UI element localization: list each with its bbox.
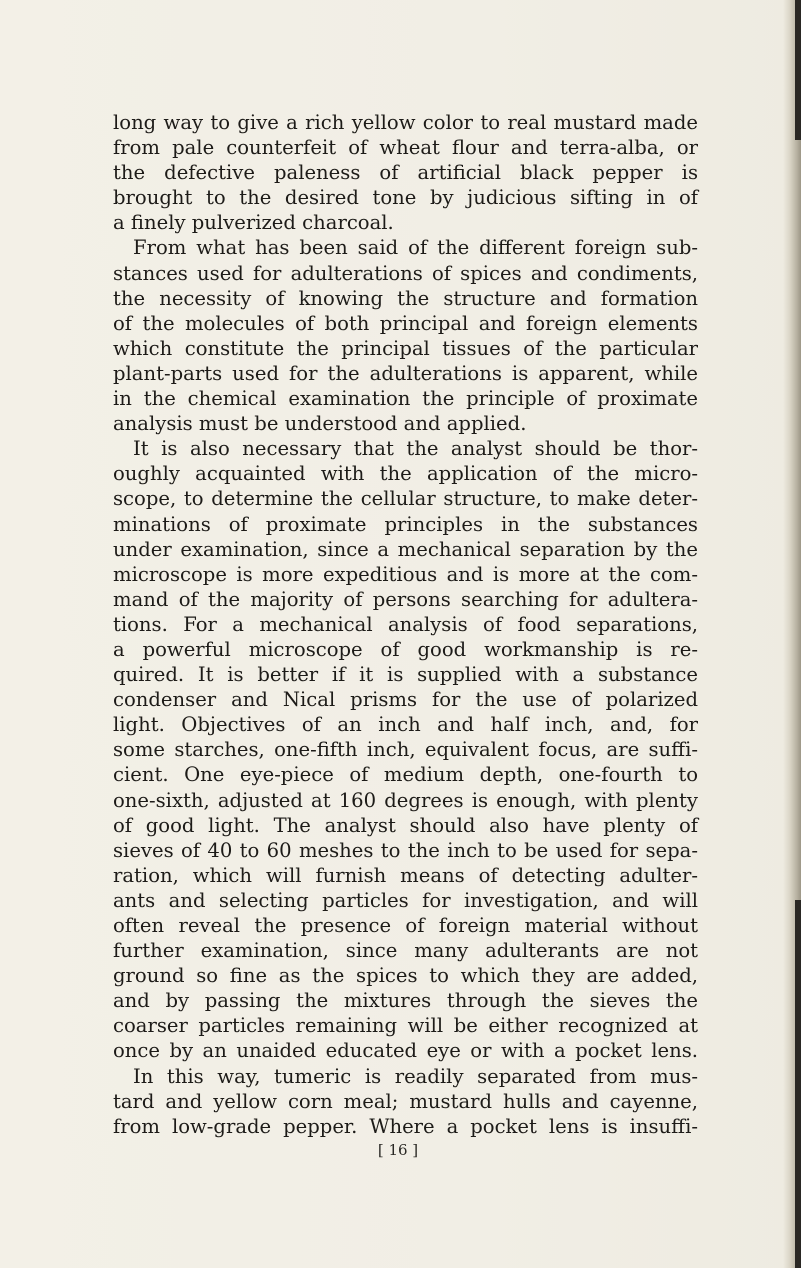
text-line: cient. One eye-piece of medium depth, one-fourth to bbox=[113, 763, 698, 787]
text-line: often reveal the presence of foreign material without bbox=[113, 914, 698, 937]
text-line: minations of proximate principles in the substances bbox=[113, 512, 698, 536]
body-text bbox=[113, 110, 698, 1139]
text-line: condenser and Nical prisms for the use of polarized bbox=[113, 688, 698, 712]
text-line: tions. For a mechanical analysis of food separations, bbox=[113, 612, 698, 636]
text-line: a finely pulverized charcoal. bbox=[113, 211, 394, 235]
text-line: and by passing the mixtures through the sieves the bbox=[113, 989, 698, 1013]
text-line: from low-grade pepper. Where a pocket lens is insuffi- bbox=[113, 1114, 698, 1138]
text-line: under examination, since a mechanical separation by the bbox=[113, 537, 698, 561]
text-line: sieves of 40 to 60 meshes to the inch to be used for sepa- bbox=[113, 838, 698, 862]
text-line: of good light. The analyst should also have plenty of bbox=[113, 813, 698, 837]
text-line: microscope is more expeditious and is more at the com- bbox=[113, 562, 698, 586]
text-line: light. Objectives of an inch and half inch, and, for bbox=[113, 713, 698, 737]
text-line: which constitute the principal tissues of the particular bbox=[113, 336, 698, 360]
page-edge-dark-top bbox=[795, 0, 801, 140]
text-line: some starches, one-fifth inch, equivalent focus, are suffi- bbox=[113, 738, 698, 762]
text-line: ants and selecting particles for investigation, and will bbox=[113, 888, 698, 912]
page-number: [ 16 ] bbox=[377, 1141, 419, 1160]
text-line: from pale counterfeit of wheat flour and terra-alba, or bbox=[113, 136, 698, 160]
text-line: in the chemical examination the principle of proximate bbox=[113, 387, 698, 411]
text-line: In this way, tumeric is readily separated from mus- bbox=[133, 1064, 698, 1088]
text-line: long way to give a rich yellow color to real mustard made bbox=[113, 111, 698, 134]
text-line: plant-parts used for the adulterations is apparent, while bbox=[113, 361, 698, 385]
page-edge-dark-bottom bbox=[795, 900, 801, 1268]
text-line: From what has been said of the different foreign sub- bbox=[133, 236, 698, 260]
text-line: mand of the majority of persons searching for adultera- bbox=[113, 587, 698, 611]
text-line: ration, which will furnish means of detecting adulter- bbox=[113, 863, 698, 887]
text-line: quired. It is better if it is supplied with a substance bbox=[113, 663, 698, 687]
text-line: once by an unaided educated eye or with a pocket lens. bbox=[113, 1039, 698, 1063]
text-line: tard and yellow corn meal; mustard hulls and cayenne, bbox=[113, 1089, 698, 1113]
text-line: scope, to determine the cellular structure, to make deter- bbox=[113, 487, 698, 511]
text-line: one-sixth, adjusted at 160 degrees is enough, with plenty bbox=[113, 788, 698, 812]
text-line: the necessity of knowing the structure and formation bbox=[113, 286, 698, 310]
text-line: It is also necessary that the analyst should be thor- bbox=[133, 437, 698, 461]
text-line: ground so fine as the spices to which they are added, bbox=[113, 964, 698, 988]
text-line: stances used for adulterations of spices and condiments, bbox=[113, 261, 698, 285]
text-line: oughly acquainted with the application of the micro- bbox=[113, 462, 698, 486]
text-line: a powerful microscope of good workmanship is re- bbox=[113, 637, 698, 661]
text-line: analysis must be understood and applied. bbox=[113, 412, 527, 436]
text-line: coarser particles remaining will be either recognized at bbox=[113, 1014, 698, 1038]
text-line: the defective paleness of artificial black pepper is bbox=[113, 161, 698, 185]
text-line: of the molecules of both principal and foreign elements bbox=[113, 311, 698, 335]
text-line: brought to the desired tone by judicious sifting in of bbox=[113, 186, 698, 210]
text-line: further examination, since many adulterants are not bbox=[113, 939, 698, 963]
